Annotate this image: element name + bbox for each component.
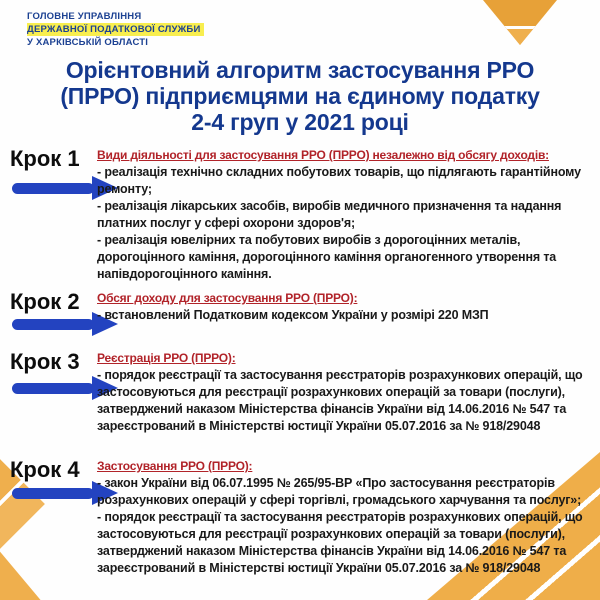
step-1-item-1: - реалізація технічно складних побутових товарів, що підлягають гарантійному ремонту; [97, 165, 581, 196]
step-4-content [97, 459, 589, 577]
logo-line-2 [27, 23, 204, 36]
page-title [0, 57, 600, 135]
title-line-1: Орієнтовний алгоритм застосування РРО [65, 57, 535, 83]
step-4-label: Крок 4 [10, 457, 80, 482]
step-2-label: Крок 2 [10, 289, 80, 314]
logo-line-3: У ХАРКІВСЬКІЙ ОБЛАСТІ [27, 37, 149, 48]
step-4-item-1: - закон України від 06.07.1995 № 265/95-ВР «Про застосування реєстраторів розрахункових операцій у сфері торгівлі, громадського харчування та послуг»; [97, 476, 582, 507]
arrow-bar [12, 183, 94, 194]
title-line-3: 2-4 груп у 2021 році [191, 109, 409, 135]
tax-service-logo [27, 10, 204, 49]
step-4-heading: Застосування РРО (ПРРО): [97, 459, 253, 473]
top-right-triangle-lower-part [483, 26, 557, 45]
step-1-content [97, 148, 589, 283]
step-1-item-2: - реалізація лікарських засобів, виробів медичного призначення та надання платних послуг у сфері охорони здоров'я; [97, 199, 562, 230]
logo-line-1: ГОЛОВНЕ УПРАВЛІННЯ [27, 11, 142, 22]
arrow-bar [12, 488, 94, 499]
step-2-item-1: - встановлений Податковим кодексом України у розмірі 220 МЗП [97, 308, 489, 322]
step-1-heading: Види діяльності для застосування РРО (ПРРО) незалежно від обсягу доходів: [97, 148, 549, 162]
step-2-heading: Обсяг доходу для застосування РРО (ПРРО): [97, 291, 358, 305]
bottom-left-corner-triangle [0, 545, 52, 600]
title-line-2: (ПРРО) підприємцями на єдиному податку [60, 83, 540, 109]
top-right-triangle-decoration [483, 0, 557, 45]
step-3-content [97, 351, 589, 435]
step-1-label: Крок 1 [10, 146, 80, 171]
step-3-heading: Реєстрація РРО (ПРРО): [97, 351, 236, 365]
step-2-content [97, 291, 589, 324]
arrow-bar [12, 319, 94, 330]
step-3-item-1: - порядок реєстрації та застосування реєстраторів розрахункових операцій, що застосовуються для реєстрації розрахункових операцій за товари (послуги), затверджений наказом Міністерства фінансів України від 14.06.2016 № 547 та зареєстрований в Міністерстві юстиції України 05.07.2016 за № 918/29048 [97, 368, 583, 433]
logo-line-2-highlight: ДЕРЖАВНОЇ ПОДАТКОВОЇ СЛУЖБИ [27, 23, 204, 36]
arrow-bar [12, 383, 94, 394]
step-4-item-2: - порядок реєстрації та застосування реєстраторів розрахункових операцій, що застосовуються для реєстрації розрахункових операцій за товари (послуги), затверджений наказом Міністерства фінансів України від 14.06.2016 № 547 та зареєстрований в Міністерстві юстиції України 05.07.2016 за № 918/29048 [97, 510, 583, 575]
step-1-item-3: - реалізація ювелірних та побутових виробів з дорогоцінних металів, дорогоцінного каміння, дорогоцінного каміння органогенного утворення та напівдорогоцінного каміння. [97, 233, 557, 281]
step-3-label: Крок 3 [10, 349, 80, 374]
